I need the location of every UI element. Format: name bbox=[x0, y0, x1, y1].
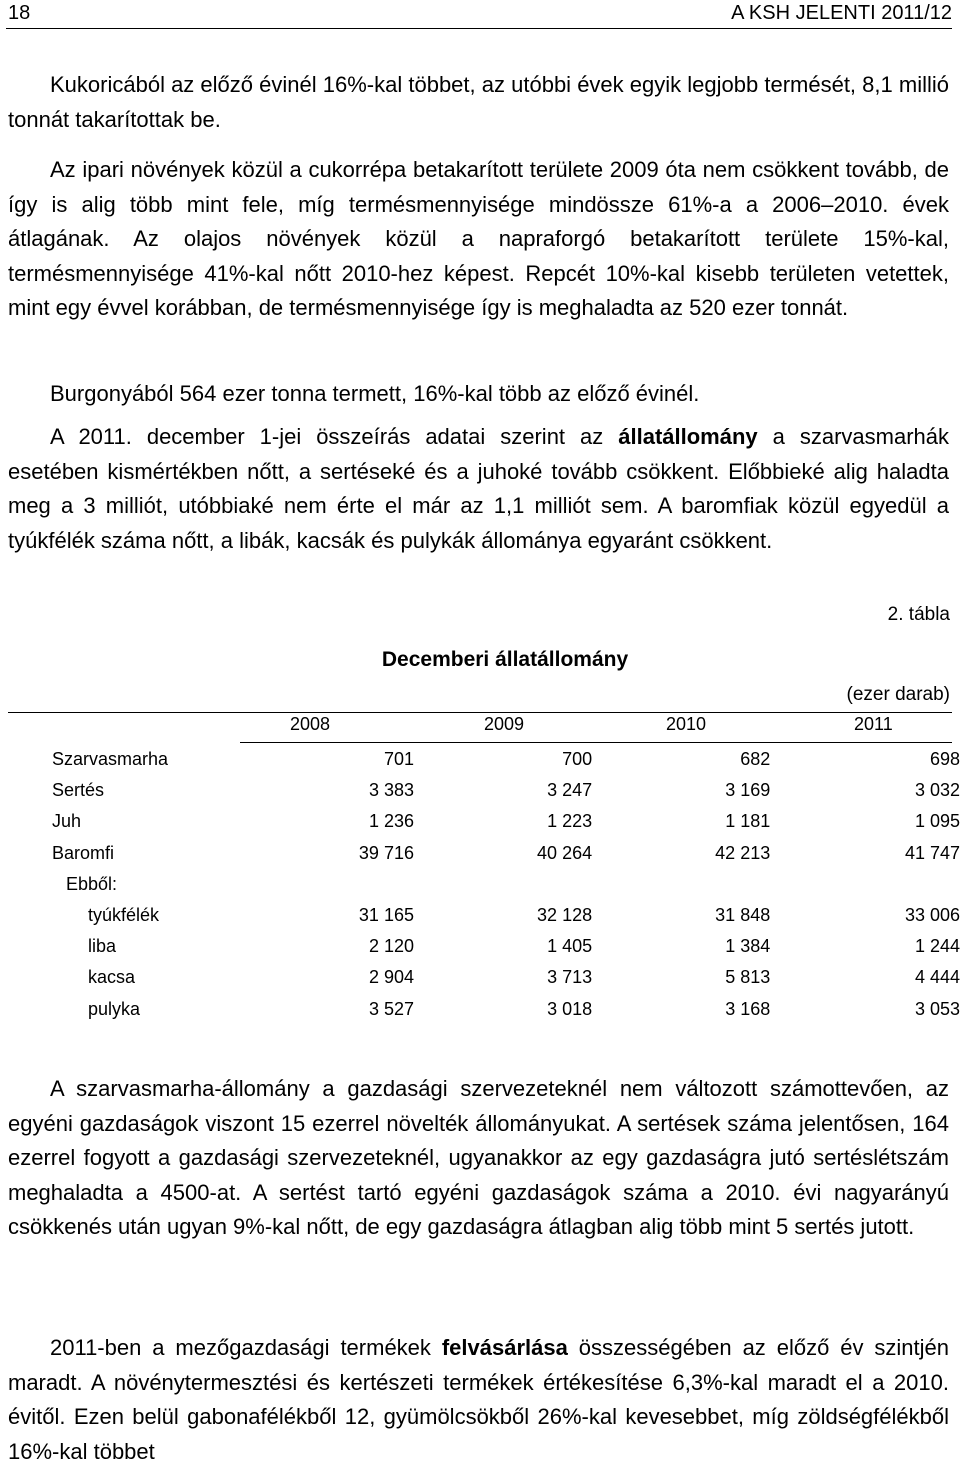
row-label: kacsa bbox=[88, 967, 136, 988]
table-top-rule bbox=[8, 712, 952, 713]
table-cell: 4 444 bbox=[914, 967, 960, 988]
livestock-text-start: A 2011. december 1-jei összeírás adatai szerint az bbox=[50, 424, 619, 449]
table-cell: 3 383 bbox=[368, 780, 414, 801]
table-cell: 1 181 bbox=[725, 811, 771, 832]
table-cell: 39 716 bbox=[358, 842, 414, 863]
table-cell: 3 713 bbox=[547, 967, 593, 988]
row-label: Sertés bbox=[52, 780, 105, 801]
paragraph-industrial-crops: Az ipari növények közül a cukorrépa betakarított területe 2009 óta nem csökkent tovább, de így is alig több mint fele, míg termésmennyisége mindössze 61%-a a 2006–2010. évek átlagának. Az olajos növények közül a napraforgó betakarított területe 15%-kal, termésmennyisége 41%-kal nőtt 2010-hez képest. Repcét 10%-kal kisebb területen vetettek, mint egy évvel korábban, de termésmennyisége így is meghaladta az 520 ezer tonnát. bbox=[8, 157, 949, 320]
table-cell: 2 904 bbox=[368, 967, 414, 988]
row-label: Baromfi bbox=[52, 842, 115, 863]
row-label: Juh bbox=[52, 811, 82, 832]
table-cell bbox=[315, 869, 414, 900]
table-row bbox=[8, 900, 960, 931]
table-cell bbox=[770, 869, 960, 900]
paragraph-cattle-pigs: A szarvasmarha-állomány a gazdasági szervezeteknél nem változott számottevően, az egyéni gazdaságok viszont 15 ezerrel növelték állományukat. A sertések száma jelentősen, 164 ezerrel fogyott a gazdasági szervezeteknél, ugyanakkor az egy gazdaságra jutó sertéslétszám meghaladta a 4500-at. A sertést tartó egyéni gazdaságok száma a 2010. évi nagyarányú csökkenés után ugyan 9%-kal nőtt, de egy gazdaságra átlagban alig több mint 5 sertés jutott. bbox=[8, 1076, 949, 1239]
row-label: Szarvasmarha bbox=[52, 749, 169, 770]
table-row bbox=[8, 994, 960, 1025]
table-cell: 3 168 bbox=[725, 998, 771, 1019]
table-cell: 700 bbox=[562, 749, 593, 770]
row-label: tyúkfélék bbox=[88, 905, 160, 926]
table-row bbox=[8, 806, 960, 837]
row-label: pulyka bbox=[88, 998, 141, 1019]
table-cell: 41 747 bbox=[904, 842, 960, 863]
table-cell: 3 053 bbox=[914, 998, 960, 1019]
table-number: 2. tábla bbox=[887, 604, 950, 625]
livestock-text-end: a szarvasmarhák esetében kismértékben nőtt, a sertéseké és a juhoké tovább csökkent. Előbbieké alig haladta meg a 3 milliót, utóbbiaké nem érte el már az 1,1 milliót sem. A baromfiak közül egyedül a tyúkfélék száma nőtt, a libák, kacsák és pulykák állománya egyaránt csökkent. bbox=[8, 424, 949, 553]
row-label: liba bbox=[88, 936, 117, 957]
table-row bbox=[8, 962, 960, 993]
paragraph-corn: Kukoricából az előző évinél 16%-kal többet, az utóbbi évek egyik legjobb termését, 8,1 millió tonnát takarítottak be. bbox=[8, 72, 949, 132]
paragraph-potato: Burgonyából 564 ezer tonna termett, 16%-kal több az előző évinél. bbox=[50, 381, 700, 406]
livestock-table bbox=[8, 744, 960, 1025]
year-header: 2009 bbox=[484, 714, 525, 734]
table-cell: 5 813 bbox=[725, 967, 771, 988]
table-cell: 31 848 bbox=[715, 905, 771, 926]
table-cell: 42 213 bbox=[715, 842, 771, 863]
paragraph-livestock bbox=[8, 420, 949, 558]
table-cell: 3 247 bbox=[547, 780, 593, 801]
procurement-text-start: 2011-ben a mezőgazdasági termékek bbox=[50, 1335, 442, 1360]
table-row bbox=[8, 838, 960, 869]
table-unit: (ezer darab) bbox=[846, 684, 950, 705]
table-cell: 682 bbox=[740, 749, 771, 770]
page-number: 18 bbox=[8, 2, 31, 24]
table-cell: 3 527 bbox=[368, 998, 414, 1019]
procurement-text-end: összességében az előző év szintjén maradt. A növénytermesztési és kertészeti termékek értékesítése 6,3%-kal maradt el a 2010. évitől. Ezen belül gabonafélékből 12, gyümölcsökből 26%-kal kevesebbet, míg zöldségfélékből 16%-kal többet bbox=[8, 1335, 950, 1464]
table-row bbox=[8, 931, 960, 962]
table-cell: 40 264 bbox=[537, 842, 593, 863]
procurement-keyword: felvásárlása bbox=[441, 1335, 568, 1360]
table-cell: 32 128 bbox=[537, 905, 593, 926]
table-cell: 2 120 bbox=[368, 936, 414, 957]
row-label: Ebből: bbox=[66, 873, 118, 894]
table-cell: 1 384 bbox=[725, 936, 771, 957]
year-header: 2010 bbox=[666, 714, 707, 734]
page-header bbox=[6, 0, 952, 29]
table-cell: 1 236 bbox=[368, 811, 414, 832]
table-cell: 1 223 bbox=[547, 811, 593, 832]
year-header: 2008 bbox=[290, 714, 331, 734]
paragraph-procurement bbox=[8, 1331, 949, 1469]
table-cell: 33 006 bbox=[904, 905, 960, 926]
table-title: Decemberi állatállomány bbox=[381, 648, 629, 671]
year-header: 2011 bbox=[854, 714, 893, 734]
table-header-rule bbox=[240, 742, 952, 743]
table-cell bbox=[592, 869, 770, 900]
table-cell: 698 bbox=[929, 749, 960, 770]
table-cell: 1 244 bbox=[914, 936, 960, 957]
table-cell: 3 032 bbox=[914, 780, 960, 801]
table-row bbox=[8, 869, 960, 900]
table-cell: 3 018 bbox=[547, 998, 593, 1019]
table-row bbox=[8, 775, 960, 806]
table-cell: 3 169 bbox=[725, 780, 771, 801]
livestock-keyword: állatállomány bbox=[618, 424, 758, 449]
publication-title: A KSH JELENTI 2011/12 bbox=[731, 2, 952, 24]
table-cell bbox=[414, 869, 592, 900]
table-cell: 701 bbox=[383, 749, 414, 770]
table-cell: 1 095 bbox=[914, 811, 960, 832]
table-row bbox=[8, 744, 960, 775]
table-cell: 1 405 bbox=[547, 936, 593, 957]
table-cell: 31 165 bbox=[358, 905, 414, 926]
